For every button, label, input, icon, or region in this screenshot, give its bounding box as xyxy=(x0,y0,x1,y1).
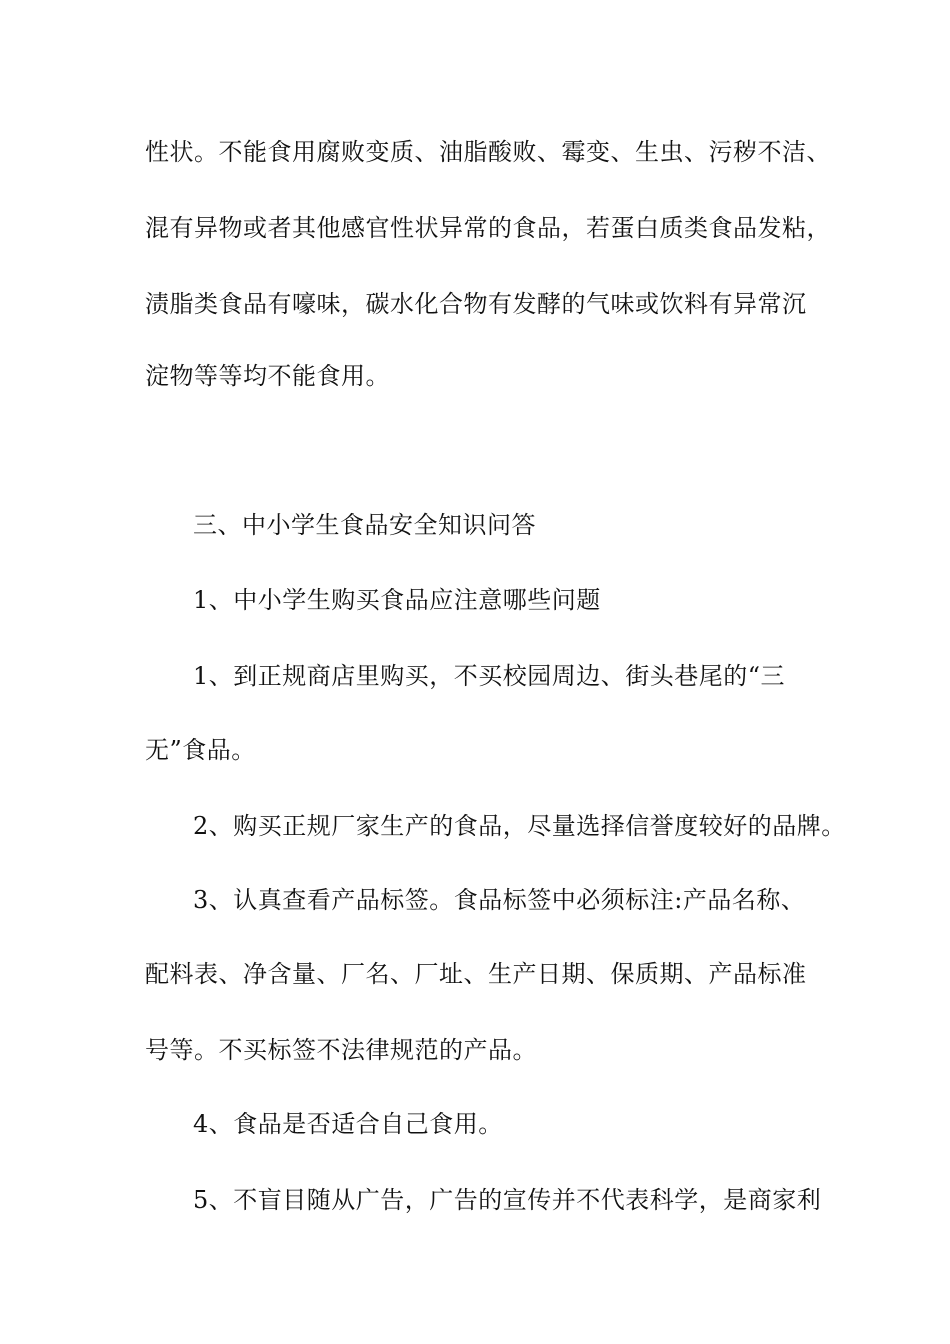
paragraph-line: 5、不盲目随从广告，广告的宣传并不代表科学，是商家利 xyxy=(193,1186,822,1214)
paragraph-line: 混有异物或者其他感官性状异常的食品，若蛋白质类食品发粘， xyxy=(145,214,831,242)
paragraph-line: 3、认真查看产品标签。食品标签中必须标注:产品名称、 xyxy=(193,886,806,914)
paragraph-line: 4、食品是否适合自己食用。 xyxy=(193,1110,503,1138)
paragraph-line: 配料表、净含量、厂名、厂址、生产日期、保质期、产品标准 xyxy=(145,960,807,988)
paragraph-line: 淀物等等均不能食用。 xyxy=(145,362,390,390)
paragraph-line: 无”食品。 xyxy=(145,736,256,764)
section-heading: 三、中小学生食品安全知识问答 xyxy=(193,511,536,539)
paragraph-line: 1、到正规商店里购买，不买校园周边、街头巷尾的“三 xyxy=(193,662,786,690)
paragraph-line: 性状。不能食用腐败变质、油脂酸败、霉变、生虫、污秽不洁、 xyxy=(145,138,831,166)
paragraph-line: 渍脂类食品有嚎味，碳水化合物有发酵的气味或饮料有异常沉 xyxy=(145,290,807,318)
paragraph-line: 2、购买正规厂家生产的食品，尽量选择信誉度较好的品牌。 xyxy=(193,812,846,840)
paragraph-line: 号等。不买标签不法律规范的产品。 xyxy=(145,1036,537,1064)
question-heading: 1、中小学生购买食品应注意哪些问题 xyxy=(193,586,601,614)
